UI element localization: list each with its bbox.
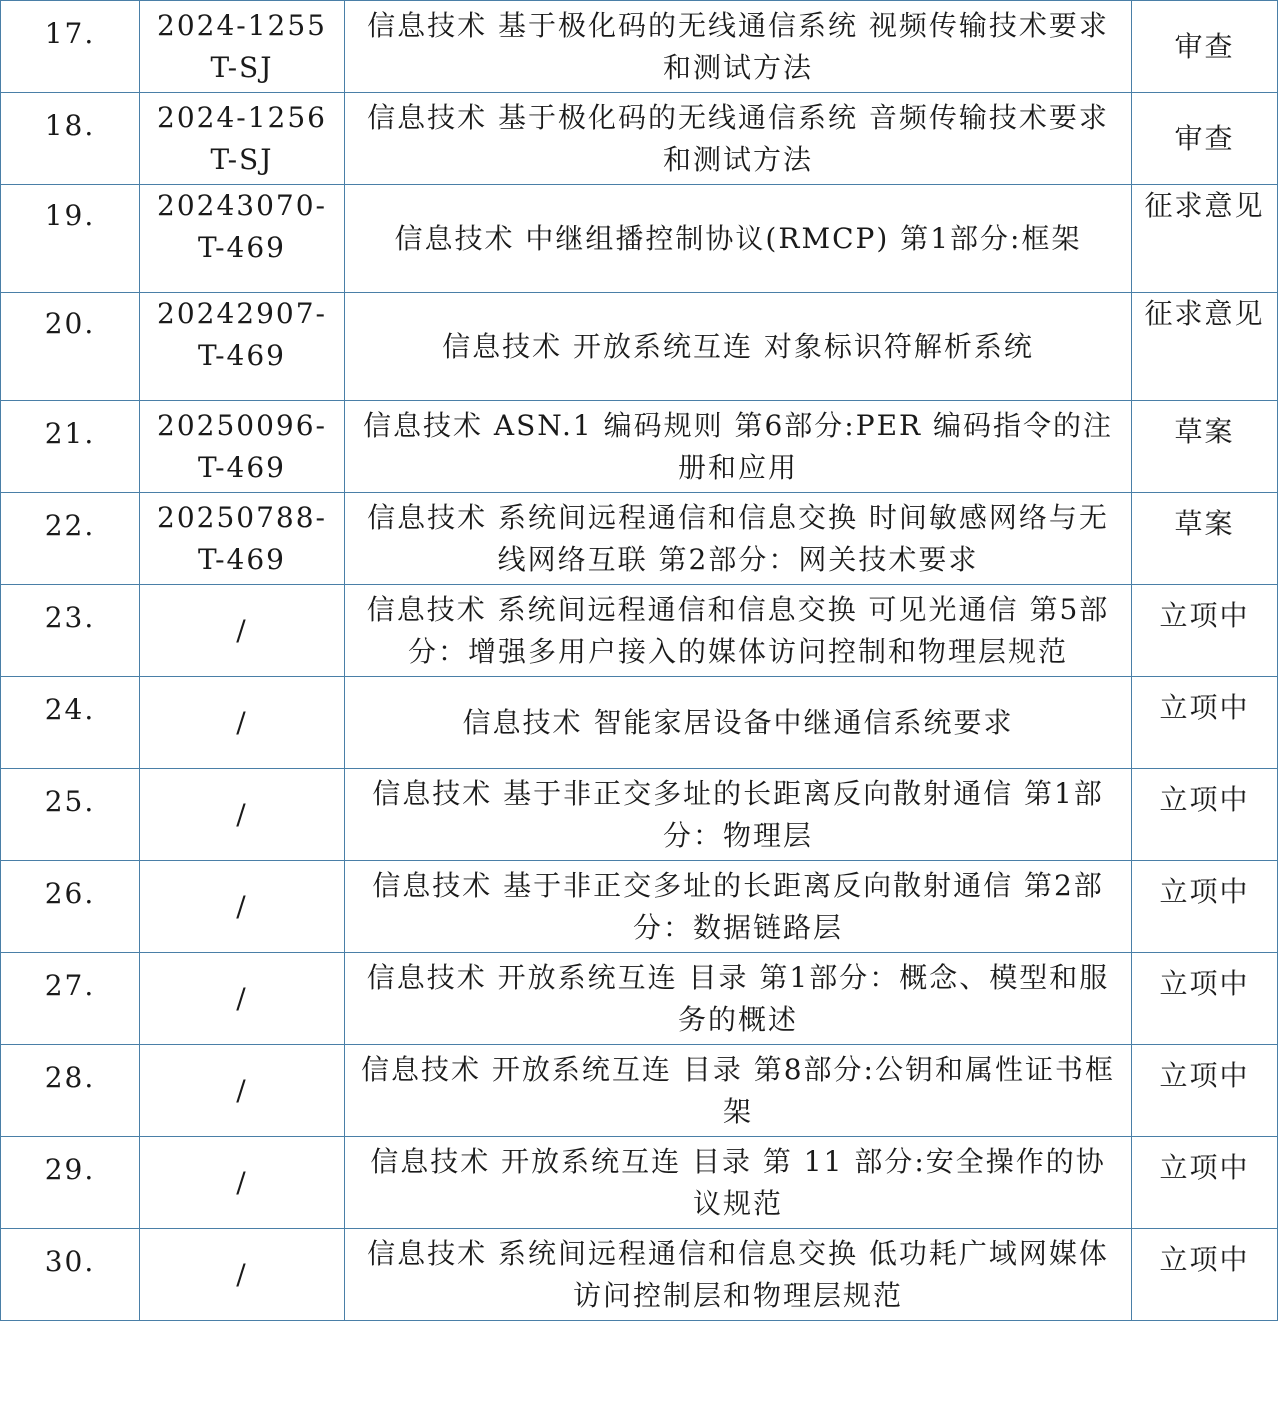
row-number: 21.	[1, 401, 140, 493]
row-number: 17.	[1, 1, 140, 93]
table-row	[1, 953, 1278, 1045]
table-row	[1, 401, 1278, 493]
standard-name: 信息技术 开放系统互连 目录 第1部分：概念、模型和服务的概述	[345, 953, 1132, 1045]
standard-name: 信息技术 基于非正交多址的长距离反向散射通信 第1部分：物理层	[345, 769, 1132, 861]
standard-name: 信息技术 系统间远程通信和信息交换 可见光通信 第5部分：增强多用户接入的媒体访问控制和物理层规范	[345, 585, 1132, 677]
stage-status: 立项中	[1132, 585, 1278, 677]
plan-number: /	[140, 769, 345, 861]
stage-status: 立项中	[1132, 1137, 1278, 1229]
standard-name: 信息技术 智能家居设备中继通信系统要求	[345, 677, 1132, 769]
standard-name: 信息技术 基于极化码的无线通信系统 音频传输技术要求和测试方法	[345, 93, 1132, 185]
table-row	[1, 1045, 1278, 1137]
row-number: 19.	[1, 185, 140, 293]
stage-status: 立项中	[1132, 953, 1278, 1045]
row-number: 26.	[1, 861, 140, 953]
row-number: 30.	[1, 1229, 140, 1321]
table-row	[1, 585, 1278, 677]
plan-number: /	[140, 585, 345, 677]
standards-table-body	[1, 1, 1278, 1321]
row-number: 28.	[1, 1045, 140, 1137]
standard-name: 信息技术 基于非正交多址的长距离反向散射通信 第2部分：数据链路层	[345, 861, 1132, 953]
row-number: 22.	[1, 493, 140, 585]
standard-name: 信息技术 中继组播控制协议(RMCP) 第1部分:框架	[345, 185, 1132, 293]
standard-name: 信息技术 开放系统互连 对象标识符解析系统	[345, 293, 1132, 401]
table-row	[1, 861, 1278, 953]
table-row	[1, 1229, 1278, 1321]
plan-number: /	[140, 861, 345, 953]
row-number: 20.	[1, 293, 140, 401]
row-number: 24.	[1, 677, 140, 769]
stage-status: 立项中	[1132, 1045, 1278, 1137]
plan-number: 2024-1256T-SJ	[140, 93, 345, 185]
standard-name: 信息技术 系统间远程通信和信息交换 低功耗广域网媒体访问控制层和物理层规范	[345, 1229, 1132, 1321]
stage-status: 草案	[1132, 401, 1278, 493]
stage-status: 立项中	[1132, 1229, 1278, 1321]
stage-status: 审查	[1132, 93, 1278, 185]
row-number: 18.	[1, 93, 140, 185]
plan-number: /	[140, 1137, 345, 1229]
plan-number: 2024-1255T-SJ	[140, 1, 345, 93]
plan-number: /	[140, 677, 345, 769]
standard-name: 信息技术 ASN.1 编码规则 第6部分:PER 编码指令的注册和应用	[345, 401, 1132, 493]
stage-status: 立项中	[1132, 861, 1278, 953]
stage-status: 草案	[1132, 493, 1278, 585]
plan-number: 20242907-T-469	[140, 293, 345, 401]
standard-name: 信息技术 系统间远程通信和信息交换 时间敏感网络与无线网络互联 第2部分：网关技术要求	[345, 493, 1132, 585]
standard-name: 信息技术 基于极化码的无线通信系统 视频传输技术要求和测试方法	[345, 1, 1132, 93]
stage-status: 征求意见	[1132, 293, 1278, 401]
table-row	[1, 493, 1278, 585]
row-number: 29.	[1, 1137, 140, 1229]
standard-name: 信息技术 开放系统互连 目录 第8部分:公钥和属性证书框架	[345, 1045, 1132, 1137]
table-row	[1, 93, 1278, 185]
stage-status: 征求意见	[1132, 185, 1278, 293]
table-row	[1, 1, 1278, 93]
table-row	[1, 769, 1278, 861]
row-number: 23.	[1, 585, 140, 677]
table-row	[1, 677, 1278, 769]
plan-number: /	[140, 953, 345, 1045]
stage-status: 立项中	[1132, 769, 1278, 861]
stage-status: 审查	[1132, 1, 1278, 93]
table-row	[1, 185, 1278, 293]
plan-number: 20243070-T-469	[140, 185, 345, 293]
standard-name: 信息技术 开放系统互连 目录 第 11 部分:安全操作的协议规范	[345, 1137, 1132, 1229]
plan-number: 20250096-T-469	[140, 401, 345, 493]
stage-status: 立项中	[1132, 677, 1278, 769]
row-number: 27.	[1, 953, 140, 1045]
plan-number: 20250788-T-469	[140, 493, 345, 585]
plan-number: /	[140, 1229, 345, 1321]
row-number: 25.	[1, 769, 140, 861]
table-row	[1, 293, 1278, 401]
table-row	[1, 1137, 1278, 1229]
plan-number: /	[140, 1045, 345, 1137]
